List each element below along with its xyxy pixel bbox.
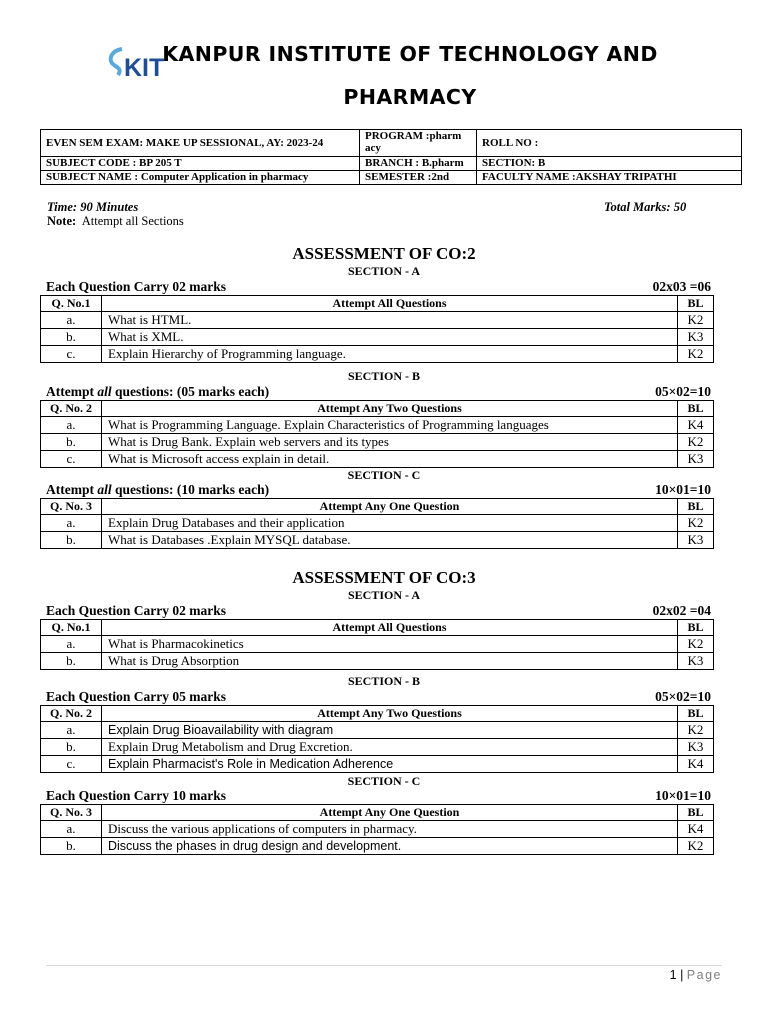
page-footer [670,968,722,982]
roll-no: ROLL NO : [477,130,742,157]
section: SECTION: B [477,157,742,171]
question-row [41,312,714,329]
co2-section-b-marks: 05×02=10 [655,384,711,399]
question-text: What is Pharmacokinetics [102,636,678,653]
question-text: Explain Drug Metabolism and Drug Excretion. [102,739,678,756]
co3-section-c-table [40,804,714,855]
col-qno: Q. No. 3 [41,499,102,515]
semester: SEMESTER :2nd [360,171,477,185]
question-no: a. [41,417,102,434]
question-text: What is Drug Absorption [102,653,678,670]
note [47,214,184,229]
question-row [41,756,714,773]
question-text: What is Databases .Explain MYSQL database. [102,532,678,549]
col-instruction: Attempt Any Two Questions [102,706,678,722]
question-row [41,722,714,739]
col-bl: BL [678,620,714,636]
question-bl: K2 [678,636,714,653]
faculty-name: FACULTY NAME :AKSHAY TRIPATHI [477,171,742,185]
question-row [41,451,714,468]
institute-title-line2: PHARMACY [343,85,477,109]
question-no: a. [41,636,102,653]
question-text: What is Microsoft access explain in detail. [102,451,678,468]
question-row [41,532,714,549]
co3-section-a-label: Each Question Carry 02 marks [46,603,226,618]
co2-section-c-marks: 10×01=10 [655,482,711,497]
col-bl: BL [678,805,714,821]
question-no: c. [41,756,102,773]
question-bl: K4 [678,417,714,434]
question-text: Explain Pharmacist's Role in Medication Adherence [102,756,678,773]
col-qno: Q. No. 3 [41,805,102,821]
question-bl: K3 [678,739,714,756]
question-bl: K3 [678,532,714,549]
co2-section-b-title: SECTION - B [347,369,421,383]
co2-section-c-table [40,498,714,549]
co2-section-b-label: Attempt all questions: (05 marks each) [46,384,270,399]
note-text: Attempt all Sections [81,214,184,228]
page-word: Page [686,968,722,982]
question-text: What is HTML. [102,312,678,329]
col-instruction: Attempt Any Two Questions [102,401,678,417]
branch: BRANCH : B.pharm [360,157,477,171]
co3-section-a-title: SECTION - A [347,588,421,602]
page-number: 1 [669,968,677,982]
col-instruction: Attempt All Questions [102,296,678,312]
co2-section-b-table [40,400,714,468]
note-label: Note: [47,214,77,228]
question-no: b. [41,739,102,756]
page-separator: | [680,968,684,982]
question-row [41,417,714,434]
question-row [41,838,714,855]
question-text: What is Programming Language. Explain Characteristics of Programming languages [102,417,678,434]
question-bl: K2 [678,312,714,329]
question-row [41,636,714,653]
col-bl: BL [678,401,714,417]
question-text: Discuss the various applications of computers in pharmacy. [102,821,678,838]
co3-section-b-table [40,705,714,773]
question-bl: K2 [678,346,714,363]
co3-section-b-marks: 05×02=10 [655,689,711,704]
program: PROGRAM :pharm acy [360,130,477,157]
col-bl: BL [678,296,714,312]
co3-section-b-label: Each Question Carry 05 marks [46,689,226,704]
logo-text: KIT [124,54,165,81]
question-bl: K2 [678,515,714,532]
question-no: a. [41,312,102,329]
question-no: b. [41,838,102,855]
col-bl: BL [678,706,714,722]
subject-code: SUBJECT CODE : BP 205 T [41,157,360,171]
question-bl: K3 [678,653,714,670]
exam-time: Time: 90 Minutes [47,200,139,214]
question-no: b. [41,653,102,670]
question-row [41,329,714,346]
col-qno: Q. No.1 [41,296,102,312]
col-qno: Q. No. 2 [41,706,102,722]
question-text: Explain Drug Databases and their application [102,515,678,532]
question-bl: K3 [678,329,714,346]
question-bl: K2 [678,838,714,855]
col-bl: BL [678,499,714,515]
institute-title-line1: KANPUR INSTITUTE OF TECHNOLOGY AND [162,42,658,66]
question-no: c. [41,451,102,468]
question-row [41,821,714,838]
footer-divider [46,965,722,966]
question-text: What is Drug Bank. Explain web servers and its types [102,434,678,451]
co2-section-a-table [40,295,714,363]
question-no: b. [41,532,102,549]
question-no: a. [41,821,102,838]
co2-section-a-title: SECTION - A [347,264,421,278]
col-instruction: Attempt Any One Question [102,499,678,515]
question-text: Explain Drug Bioavailability with diagram [102,722,678,739]
col-qno: Q. No.1 [41,620,102,636]
question-bl: K2 [678,722,714,739]
co3-section-c-label: Each Question Carry 10 marks [46,788,226,803]
subject-name: SUBJECT NAME : Computer Application in pharmacy [41,171,360,185]
question-row [41,653,714,670]
question-bl: K3 [678,451,714,468]
question-text: Discuss the phases in drug design and development. [102,838,678,855]
question-row [41,346,714,363]
co3-section-c-marks: 10×01=10 [655,788,711,803]
question-no: a. [41,722,102,739]
co2-heading: ASSESSMENT OF CO:2 [292,244,476,263]
question-no: c. [41,346,102,363]
co3-section-a-table [40,619,714,670]
exam-header-table [40,129,742,185]
question-no: b. [41,434,102,451]
exam-name: EVEN SEM EXAM: MAKE UP SESSIONAL, AY: 2023-24 [41,130,360,157]
col-instruction: Attempt All Questions [102,620,678,636]
question-bl: K2 [678,434,714,451]
total-marks: Total Marks: 50 [604,200,687,214]
co2-section-a-label: Each Question Carry 02 marks [46,279,226,294]
co2-section-a-marks: 02x03 =06 [652,279,711,294]
co3-section-c-title: SECTION - C [347,774,421,788]
question-no: a. [41,515,102,532]
question-text: Explain Hierarchy of Programming language. [102,346,678,363]
co3-section-a-marks: 02x02 =04 [652,603,711,618]
col-instruction: Attempt Any One Question [102,805,678,821]
co3-section-b-title: SECTION - B [347,674,421,688]
question-bl: K4 [678,821,714,838]
col-qno: Q. No. 2 [41,401,102,417]
co2-section-c-title: SECTION - C [347,468,421,482]
co3-heading: ASSESSMENT OF CO:3 [292,568,476,587]
question-bl: K4 [678,756,714,773]
question-row [41,515,714,532]
co2-section-c-label: Attempt all questions: (10 marks each) [46,482,270,497]
question-row [41,434,714,451]
question-text: What is XML. [102,329,678,346]
question-row [41,739,714,756]
question-no: b. [41,329,102,346]
